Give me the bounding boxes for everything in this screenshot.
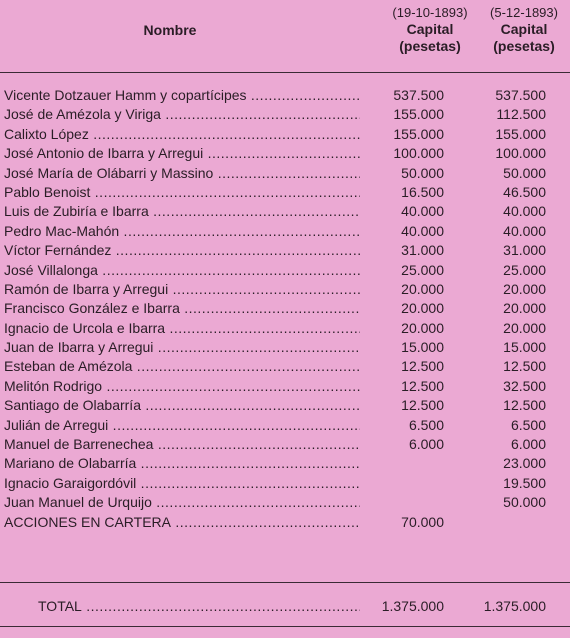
table-row bbox=[0, 164, 570, 183]
row-name: Vicente Dotzauer Hamm y copartícipes ..... bbox=[4, 86, 360, 105]
table-row bbox=[0, 183, 570, 202]
table-row bbox=[0, 125, 570, 144]
header-col1-label2: (pesetas) bbox=[399, 38, 461, 54]
row-name: Mariano de Olabarría ..... bbox=[4, 454, 360, 473]
table-row bbox=[0, 86, 570, 105]
row-value-2: 31.000 bbox=[503, 242, 546, 259]
row-name: Santiago de Olabarría ..... bbox=[4, 396, 360, 415]
row-name: José María de Olábarri y Massino ..... bbox=[4, 164, 360, 183]
total-label: TOTAL ..... bbox=[38, 596, 360, 616]
row-value-1: 12.500 bbox=[401, 377, 444, 394]
row-value-2: 40.000 bbox=[503, 222, 546, 239]
table-row bbox=[0, 280, 570, 299]
row-name: Ignacio Garaigordóvil ..... bbox=[4, 474, 360, 493]
table-row bbox=[0, 144, 570, 163]
row-value-2: 46.500 bbox=[503, 183, 546, 200]
row-value-2: 112.500 bbox=[496, 106, 546, 123]
row-value-1: 100.000 bbox=[393, 145, 444, 162]
row-value-2: 15.000 bbox=[503, 339, 546, 356]
row-value-1: 6.500 bbox=[408, 416, 444, 433]
table-body bbox=[0, 86, 570, 532]
row-value-1: 155.000 bbox=[393, 125, 444, 142]
table-row bbox=[0, 377, 570, 396]
row-value-1: 155.000 bbox=[393, 106, 444, 123]
row-value-2: 537.500 bbox=[495, 87, 546, 103]
row-value-2: 23.000 bbox=[503, 455, 546, 472]
row-value-2: 20.000 bbox=[503, 280, 546, 297]
row-name: Esteban de Amézola ..... bbox=[4, 357, 360, 376]
row-name: Juan Manuel de Urquijo ..... bbox=[4, 493, 360, 512]
row-name: José Antonio de Ibarra y Arregui ..... bbox=[4, 144, 360, 163]
table-row bbox=[0, 261, 570, 280]
row-value-2: 50.000 bbox=[503, 494, 546, 511]
row-value-1: 25.000 bbox=[401, 261, 444, 278]
table-row bbox=[0, 474, 570, 493]
row-name: José Villalonga ..... bbox=[4, 261, 360, 280]
table-row bbox=[0, 416, 570, 435]
row-name: José de Amézola y Viriga ..... bbox=[4, 105, 360, 124]
row-value-1: 20.000 bbox=[401, 319, 444, 336]
row-value-2: 100.000 bbox=[495, 145, 546, 162]
row-value-2: 50.000 bbox=[503, 164, 546, 181]
row-name: Luis de Zubiría e Ibarra ..... bbox=[4, 202, 360, 221]
table-row bbox=[0, 493, 570, 512]
row-value-2: 6.000 bbox=[510, 436, 546, 453]
row-name: Pedro Mac-Mahón ..... bbox=[4, 222, 360, 241]
row-name: Ramón de Ibarra y Arregui ..... bbox=[4, 280, 360, 299]
table-row bbox=[0, 202, 570, 221]
row-name: Francisco González e Ibarra ..... bbox=[4, 299, 360, 318]
row-name: Juan de Ibarra y Arregui ..... bbox=[4, 338, 360, 357]
header-col-2 bbox=[476, 4, 570, 55]
bottom-rule bbox=[0, 626, 570, 627]
row-value-2: 12.500 bbox=[503, 397, 546, 414]
total-value-1: 1.375.000 bbox=[381, 598, 444, 614]
row-value-1: 40.000 bbox=[401, 203, 444, 220]
total-value-2: 1.375.000 bbox=[483, 598, 546, 614]
table-row bbox=[0, 396, 570, 415]
row-name: Calixto López ..... bbox=[4, 125, 360, 144]
header-rule bbox=[0, 72, 570, 73]
row-value-1: 12.500 bbox=[401, 358, 444, 375]
total-rule bbox=[0, 582, 570, 583]
table-row bbox=[0, 435, 570, 454]
row-value-1: 70.000 bbox=[401, 513, 444, 530]
row-value-2: 12.500 bbox=[503, 358, 546, 375]
row-name: Manuel de Barrenechea ..... bbox=[4, 435, 360, 454]
table-row bbox=[0, 299, 570, 318]
row-name: Melitón Rodrigo ..... bbox=[4, 377, 360, 396]
row-value-1: 20.000 bbox=[401, 300, 444, 317]
row-value-1: 537.500 bbox=[393, 87, 444, 103]
header-col2-label2: (pesetas) bbox=[493, 38, 555, 54]
header-col1-date: (19-10-1893) bbox=[392, 5, 468, 20]
header-col2-label1: Capital bbox=[500, 21, 548, 37]
row-value-2: 20.000 bbox=[503, 300, 546, 317]
row-name: Pablo Benoist ..... bbox=[4, 183, 360, 202]
row-value-2: 20.000 bbox=[503, 319, 546, 336]
row-name: ACCIONES EN CARTERA ..... bbox=[4, 513, 360, 532]
total-row bbox=[0, 596, 570, 616]
table-row bbox=[0, 357, 570, 376]
row-value-2: 19.500 bbox=[503, 474, 546, 491]
row-value-1: 16.500 bbox=[401, 183, 444, 200]
row-value-2: 6.500 bbox=[510, 416, 546, 433]
row-value-2: 40.000 bbox=[503, 203, 546, 220]
table-row bbox=[0, 513, 570, 532]
header-col1-label1: Capital bbox=[406, 21, 454, 37]
table-row bbox=[0, 454, 570, 473]
table-row bbox=[0, 222, 570, 241]
table-row bbox=[0, 241, 570, 260]
row-value-2: 155.000 bbox=[495, 125, 546, 142]
row-value-1: 15.000 bbox=[401, 339, 444, 356]
header-col-1 bbox=[382, 4, 478, 55]
table-header bbox=[0, 0, 570, 72]
row-value-1: 31.000 bbox=[401, 242, 444, 259]
row-value-1: 6.000 bbox=[408, 436, 444, 453]
row-value-2: 32.500 bbox=[503, 377, 546, 394]
row-value-1: 20.000 bbox=[401, 280, 444, 297]
table-row bbox=[0, 338, 570, 357]
table-row bbox=[0, 105, 570, 124]
row-value-1: 12.500 bbox=[401, 397, 444, 414]
header-nombre: Nombre bbox=[143, 22, 197, 38]
row-name: Julián de Arregui ..... bbox=[4, 416, 360, 435]
header-col2-date: (5-12-1893) bbox=[490, 5, 558, 20]
table-row bbox=[0, 319, 570, 338]
row-value-2: 25.000 bbox=[503, 261, 546, 278]
row-value-1: 50.000 bbox=[401, 164, 444, 181]
row-value-1: 40.000 bbox=[401, 222, 444, 239]
row-name: Ignacio de Urcola e Ibarra ..... bbox=[4, 319, 360, 338]
row-name: Víctor Fernández ..... bbox=[4, 241, 360, 260]
